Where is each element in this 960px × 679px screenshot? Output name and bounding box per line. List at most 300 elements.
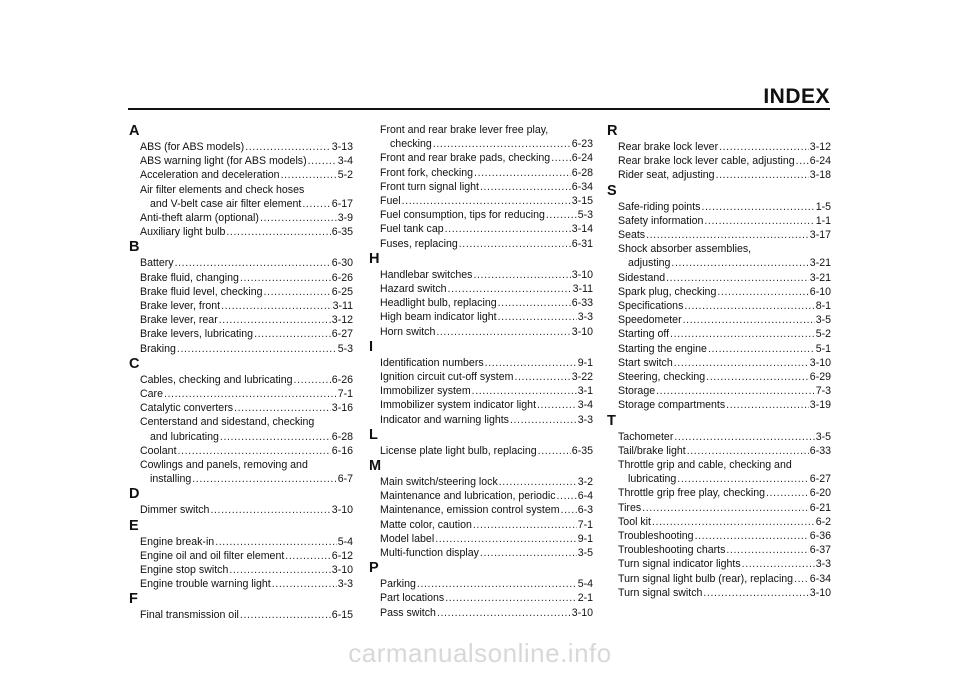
index-entry xyxy=(618,543,831,557)
section-letter: D xyxy=(129,486,140,503)
index-entry-page: 1-1 xyxy=(815,214,831,227)
index-entry xyxy=(618,327,831,341)
index-entry xyxy=(380,268,593,282)
dot-leader xyxy=(670,327,815,341)
index-entry-text: Tool kit xyxy=(618,515,651,528)
index-entry-text: Main switch/steering lock xyxy=(380,476,498,489)
index-entry-text: Catalytic converters xyxy=(140,402,234,415)
index-entry xyxy=(618,430,831,444)
index-entry xyxy=(380,398,593,412)
index-entry-page: 3-19 xyxy=(809,399,831,412)
index-entry-text: Engine stop switch xyxy=(140,564,229,577)
index-entry-page: 3-13 xyxy=(331,141,353,153)
index-entry xyxy=(380,208,593,222)
index-entry-text: ABS warning light (for ABS models) xyxy=(140,155,307,168)
index-entry xyxy=(618,572,831,586)
index-entry-heading: Throttle grip and cable, checking and xyxy=(618,459,792,472)
watermark: carmanualsonline.info xyxy=(348,638,612,668)
index-entry-page: 3-10 xyxy=(331,564,353,577)
index-entry xyxy=(380,413,593,427)
index-entry-text: Braking xyxy=(140,342,176,355)
index-entry-page: 3-14 xyxy=(571,223,593,236)
dot-leader xyxy=(473,518,577,532)
index-entry xyxy=(140,577,353,591)
dot-leader xyxy=(687,444,809,458)
dot-leader xyxy=(717,285,808,299)
index-entry-page: 2-1 xyxy=(577,592,593,605)
dot-leader xyxy=(716,168,809,182)
index-entry-text: Cables, checking and lubricating xyxy=(140,373,293,386)
index-entry-page: 6-34 xyxy=(571,180,593,193)
dot-leader xyxy=(445,591,577,605)
index-entry-text: Engine break-in xyxy=(140,535,215,548)
section-letter: B xyxy=(129,239,140,256)
dot-leader xyxy=(652,515,815,529)
index-entry-text: Front fork, checking xyxy=(380,166,474,179)
section-letter: S xyxy=(607,182,617,199)
index-entry xyxy=(380,356,593,370)
index-entry-page: 6-25 xyxy=(331,285,353,298)
index-entry-page: 6-35 xyxy=(331,226,353,239)
index-entry-page: 6-31 xyxy=(571,237,593,250)
dot-leader xyxy=(485,356,577,370)
index-entry xyxy=(618,444,831,458)
title-rule xyxy=(128,108,830,110)
index-entry-page: 6-20 xyxy=(809,487,831,500)
index-entry-text: Specifications xyxy=(618,300,684,313)
dot-leader xyxy=(674,430,814,444)
dot-leader xyxy=(656,384,815,398)
index-entry-page: 9-1 xyxy=(577,532,593,545)
index-entry-page: 6-27 xyxy=(331,328,353,341)
index-entry xyxy=(618,214,831,228)
index-entry xyxy=(140,256,353,270)
index-entry-page: 3-10 xyxy=(809,586,831,599)
index-entry xyxy=(380,310,593,324)
dot-leader xyxy=(719,140,809,154)
index-entry-text: Brake lever, rear xyxy=(140,314,218,327)
index-entry-text: Tachometer xyxy=(618,430,674,443)
dot-leader xyxy=(474,166,571,180)
index-entry-text: Tail/brake light xyxy=(618,444,686,457)
index-entry-page: 6-33 xyxy=(809,444,831,457)
index-entry-text: Final transmission oil xyxy=(140,609,239,622)
dot-leader xyxy=(178,444,331,458)
index-entry-page: 5-4 xyxy=(337,535,353,548)
dot-leader xyxy=(726,398,809,412)
index-entry xyxy=(618,200,831,214)
dot-leader xyxy=(677,472,809,486)
section-letter: T xyxy=(607,412,616,429)
index-entry xyxy=(380,532,593,546)
index-entry-page: 6-37 xyxy=(809,544,831,557)
index-entry xyxy=(380,222,593,236)
index-entry-text: Troubleshooting xyxy=(618,530,694,543)
index-entry xyxy=(140,401,353,415)
dot-leader xyxy=(215,535,336,549)
index-entry-text: Fuel tank cap xyxy=(380,223,444,236)
index-entry-text: Rider seat, adjusting xyxy=(618,169,715,182)
dot-leader xyxy=(448,282,572,296)
index-entry-page: 6-3 xyxy=(577,504,593,517)
index-entry xyxy=(618,384,831,398)
index-column-3 xyxy=(608,123,831,600)
index-entry xyxy=(150,472,353,486)
index-entry-text: lubricating xyxy=(628,473,677,486)
index-entry xyxy=(380,370,593,384)
index-entry xyxy=(140,225,353,239)
index-entry-page: 6-30 xyxy=(331,257,353,270)
index-entry-page: 3-21 xyxy=(809,271,831,284)
index-entry-heading: Shock absorber assemblies, xyxy=(618,243,752,256)
dot-leader xyxy=(538,444,571,458)
index-entry xyxy=(380,325,593,339)
index-entry xyxy=(140,168,353,182)
index-entry xyxy=(618,271,831,285)
index-entry-page: 9-1 xyxy=(577,356,593,369)
index-entry-page: 6-2 xyxy=(815,515,831,528)
dot-leader xyxy=(226,225,330,239)
index-entry xyxy=(150,430,353,444)
dot-leader xyxy=(260,211,337,225)
index-entry-page: 7-1 xyxy=(577,518,593,531)
index-entry-page: 6-7 xyxy=(337,473,353,486)
index-entry xyxy=(140,342,353,356)
section-letter: P xyxy=(369,560,379,577)
index-entry-text: Steering, checking xyxy=(618,371,706,384)
index-entry xyxy=(618,398,831,412)
index-entry-text: High beam indicator light xyxy=(380,311,497,324)
index-entry-page: 3-4 xyxy=(577,399,593,412)
index-entry xyxy=(380,489,593,503)
index-entry xyxy=(140,299,353,313)
index-entry xyxy=(140,563,353,577)
index-entry-text: Headlight bulb, replacing xyxy=(380,297,497,310)
dot-leader xyxy=(221,299,331,313)
index-entry-page: 6-35 xyxy=(571,444,593,457)
index-entry-text: Hazard switch xyxy=(380,283,447,296)
dot-leader xyxy=(281,168,337,182)
index-entry xyxy=(380,591,593,605)
index-entry-text: Immobilizer system indicator light xyxy=(380,399,537,412)
index-entry-page: 3-17 xyxy=(809,229,831,242)
index-entry xyxy=(618,586,831,600)
index-entry xyxy=(618,299,831,313)
index-entry-page: 6-10 xyxy=(809,285,831,298)
dot-leader xyxy=(646,228,809,242)
index-entry xyxy=(618,356,831,370)
index-entry-text: Battery xyxy=(140,257,174,270)
section-letter: C xyxy=(129,355,140,372)
index-entry xyxy=(380,194,593,208)
dot-leader xyxy=(704,214,814,228)
index-entry xyxy=(618,313,831,327)
index-entry-page: 3-3 xyxy=(337,578,353,591)
index-entry-page: 3-21 xyxy=(809,257,831,270)
index-entry-text: Front turn signal light xyxy=(380,180,479,193)
dot-leader xyxy=(671,256,808,270)
index-entry-text: Care xyxy=(140,388,163,401)
dot-leader xyxy=(473,268,570,282)
index-entry xyxy=(380,546,593,560)
dot-leader xyxy=(254,327,331,341)
index-entry-text: Immobilizer system xyxy=(380,385,471,398)
dot-leader xyxy=(498,296,571,310)
index-entry xyxy=(140,313,353,327)
index-entry-page: 3-12 xyxy=(809,141,831,153)
index-entry xyxy=(618,486,831,500)
index-entry-page: 7-1 xyxy=(337,388,353,401)
index-entry-text: Horn switch xyxy=(380,325,436,338)
index-entry-page: 5-1 xyxy=(815,342,831,355)
dot-leader xyxy=(703,586,808,600)
index-entry-text: Handlebar switches xyxy=(380,268,473,281)
section-letter: E xyxy=(129,517,139,534)
section-letter: A xyxy=(129,123,140,139)
dot-leader xyxy=(683,313,815,327)
index-entry-text: Storage xyxy=(618,385,656,398)
index-entry xyxy=(140,327,353,341)
index-entry xyxy=(618,529,831,543)
index-entry-text: Fuses, replacing xyxy=(380,237,458,250)
dot-leader xyxy=(210,503,330,517)
dot-leader xyxy=(472,384,577,398)
dot-leader xyxy=(695,529,809,543)
index-entry xyxy=(628,256,831,270)
dot-leader xyxy=(726,543,808,557)
index-entry-text: Start switch xyxy=(618,356,673,369)
index-entry-page: 3-3 xyxy=(815,558,831,571)
index-entry-page: 6-34 xyxy=(809,572,831,585)
section-letter: I xyxy=(369,338,374,355)
index-entry-text: checking xyxy=(390,138,432,151)
index-entry xyxy=(380,518,593,532)
index-entry-page: 3-3 xyxy=(577,311,593,324)
index-entry xyxy=(618,515,831,529)
index-entry-text: Tires xyxy=(618,501,642,514)
dot-leader xyxy=(708,342,815,356)
index-entry-text: Troubleshooting charts xyxy=(618,544,726,557)
dot-leader xyxy=(308,154,337,168)
index-entry-text: Safety information xyxy=(618,214,704,227)
index-entry-text: Dimmer switch xyxy=(140,504,210,517)
index-entry xyxy=(390,137,593,151)
index-entry xyxy=(380,606,593,620)
index-entry-page: 3-9 xyxy=(337,212,353,225)
index-entry-page: 3-5 xyxy=(815,430,831,443)
index-entry-page: 6-26 xyxy=(331,271,353,284)
index-entry-text: Seats xyxy=(618,229,646,242)
index-entry-text: Rear brake lock lever xyxy=(618,141,719,153)
index-entry-text: Starting off xyxy=(618,328,670,341)
index-entry xyxy=(140,444,353,458)
index-entry xyxy=(618,228,831,242)
index-entry-text: Storage compartments xyxy=(618,399,726,412)
dot-leader xyxy=(642,501,809,515)
dot-leader xyxy=(706,370,809,384)
index-entry-page: 3-22 xyxy=(571,371,593,384)
index-entry-text: and V-belt case air filter element xyxy=(150,197,302,210)
index-entry xyxy=(380,166,593,180)
index-entry xyxy=(140,608,353,622)
index-entry-text: Starting the engine xyxy=(618,342,707,355)
section-letter: M xyxy=(369,458,382,475)
dot-leader xyxy=(551,151,571,165)
index-entry-text: adjusting xyxy=(628,257,671,270)
index-entry-text: Safe-riding points xyxy=(618,200,701,213)
dot-leader xyxy=(480,180,571,194)
section-letter: R xyxy=(607,123,618,139)
dot-leader xyxy=(229,563,330,577)
index-entry-heading: Air filter elements and check hoses xyxy=(140,183,305,196)
dot-leader xyxy=(175,256,331,270)
index-entry-text: Engine oil and oil filter element xyxy=(140,549,285,562)
dot-leader xyxy=(445,222,571,236)
dot-leader xyxy=(272,577,337,591)
index-entry-text: and lubricating xyxy=(150,430,219,443)
index-entry-text: ABS (for ABS models) xyxy=(140,141,245,153)
index-entry-page: 6-12 xyxy=(331,549,353,562)
index-entry-page: 3-10 xyxy=(571,268,593,281)
index-entry-page: 5-2 xyxy=(815,328,831,341)
section-letter: L xyxy=(369,426,378,443)
index-entry-text: Engine trouble warning light xyxy=(140,578,271,591)
index-entry-page: 3-16 xyxy=(331,402,353,415)
dot-leader xyxy=(499,475,577,489)
dot-leader xyxy=(417,577,577,591)
index-column-2 xyxy=(370,123,593,620)
index-entry-page: 6-17 xyxy=(331,197,353,210)
index-entry-page: 6-27 xyxy=(809,473,831,486)
index-entry xyxy=(618,154,831,168)
index-entry-text: Indicator and warning lights xyxy=(380,413,509,426)
dot-leader xyxy=(561,503,577,517)
index-entry-text: Spark plug, checking xyxy=(618,285,717,298)
index-entry-text: Turn signal switch xyxy=(618,586,703,599)
dot-leader xyxy=(498,310,577,324)
dot-leader xyxy=(177,342,337,356)
index-entry-text: Speedometer xyxy=(618,314,682,327)
dot-leader xyxy=(219,313,331,327)
dot-leader xyxy=(234,401,331,415)
index-entry-page: 5-4 xyxy=(577,578,593,591)
dot-leader xyxy=(436,325,570,339)
index-entry-text: Brake levers, lubricating xyxy=(140,328,254,341)
dot-leader xyxy=(674,356,809,370)
index-entry xyxy=(618,501,831,515)
index-entry-text: Ignition circuit cut-off system xyxy=(380,371,514,384)
dot-leader xyxy=(557,489,577,503)
index-entry xyxy=(618,557,831,571)
index-entry-text: Multi-function display xyxy=(380,547,479,560)
index-entry xyxy=(618,168,831,182)
index-entry-page: 6-23 xyxy=(571,138,593,151)
index-entry-heading: Front and rear brake lever free play, xyxy=(380,124,549,136)
index-entry-page: 3-15 xyxy=(571,195,593,208)
index-entry-text: Brake lever, front xyxy=(140,300,221,313)
index-entry xyxy=(140,549,353,563)
dot-leader xyxy=(294,373,331,387)
index-entry xyxy=(380,444,593,458)
index-entry-page: 1-5 xyxy=(815,200,831,213)
index-entry-page: 6-28 xyxy=(331,430,353,443)
section-letter: H xyxy=(369,250,380,267)
index-entry-text: Rear brake lock lever cable, adjusting xyxy=(618,155,795,168)
index-entry-page: 5-2 xyxy=(337,169,353,182)
index-entry-text: Coolant xyxy=(140,444,177,457)
index-entry-text: Throttle grip free play, checking xyxy=(618,487,766,500)
index-entry xyxy=(140,271,353,285)
dot-leader xyxy=(684,299,814,313)
index-entry-page: 3-10 xyxy=(331,504,353,517)
index-entry-text: Brake fluid level, checking xyxy=(140,285,263,298)
index-entry-page: 6-24 xyxy=(809,155,831,168)
dot-leader xyxy=(402,194,571,208)
dot-leader xyxy=(192,472,336,486)
index-entry xyxy=(380,475,593,489)
section-letter: F xyxy=(129,591,138,608)
index-entry-text: Fuel xyxy=(380,195,401,208)
index-entry-text: Matte color, caution xyxy=(380,518,472,531)
index-entry xyxy=(140,140,353,154)
index-entry-page: 6-21 xyxy=(809,501,831,514)
index-entry-page: 3-10 xyxy=(571,606,593,619)
index-entry-text: Fuel consumption, tips for reducing xyxy=(380,209,545,222)
index-entry-text: Turn signal light bulb (rear), replacing xyxy=(618,572,794,585)
index-entry-page: 5-3 xyxy=(577,209,593,222)
index-entry-page: 3-10 xyxy=(571,325,593,338)
index-entry-page: 6-29 xyxy=(809,371,831,384)
index-entry-page: 3-11 xyxy=(572,283,593,296)
dot-leader xyxy=(537,398,577,412)
dot-leader xyxy=(245,140,331,154)
index-entry xyxy=(380,180,593,194)
index-entry xyxy=(380,384,593,398)
index-entry xyxy=(140,154,353,168)
index-entry-page: 8-1 xyxy=(815,300,831,313)
index-entry-text: Front and rear brake pads, checking xyxy=(380,152,551,165)
index-entry-page: 7-3 xyxy=(815,385,831,398)
index-entry xyxy=(140,285,353,299)
index-entry-text: Part locations xyxy=(380,592,445,605)
index-entry xyxy=(380,503,593,517)
index-entry xyxy=(140,503,353,517)
index-entry xyxy=(380,151,593,165)
index-entry-page: 3-5 xyxy=(815,314,831,327)
index-entry-page: 3-5 xyxy=(577,547,593,560)
dot-leader xyxy=(263,285,330,299)
dot-leader xyxy=(666,271,809,285)
dot-leader xyxy=(285,549,331,563)
index-entry-page: 6-24 xyxy=(571,152,593,165)
index-entry-page: 6-16 xyxy=(331,444,353,457)
dot-leader xyxy=(796,154,809,168)
dot-leader xyxy=(433,137,571,151)
index-entry-text: Maintenance, emission control system xyxy=(380,504,560,517)
index-entry-page: 3-12 xyxy=(331,314,353,327)
dot-leader xyxy=(240,271,331,285)
index-entry-heading: Cowlings and panels, removing and xyxy=(140,459,308,472)
index-entry-text: Turn signal indicator lights xyxy=(618,558,741,571)
index-entry-text: Anti-theft alarm (optional) xyxy=(140,212,259,225)
index-entry xyxy=(628,472,831,486)
index-entry-text: Identification numbers xyxy=(380,356,484,369)
dot-leader xyxy=(546,208,577,222)
index-entry-page: 3-4 xyxy=(337,155,353,168)
dot-leader xyxy=(514,370,570,384)
index-entry-page: 3-11 xyxy=(332,300,353,313)
dot-leader xyxy=(164,387,337,401)
